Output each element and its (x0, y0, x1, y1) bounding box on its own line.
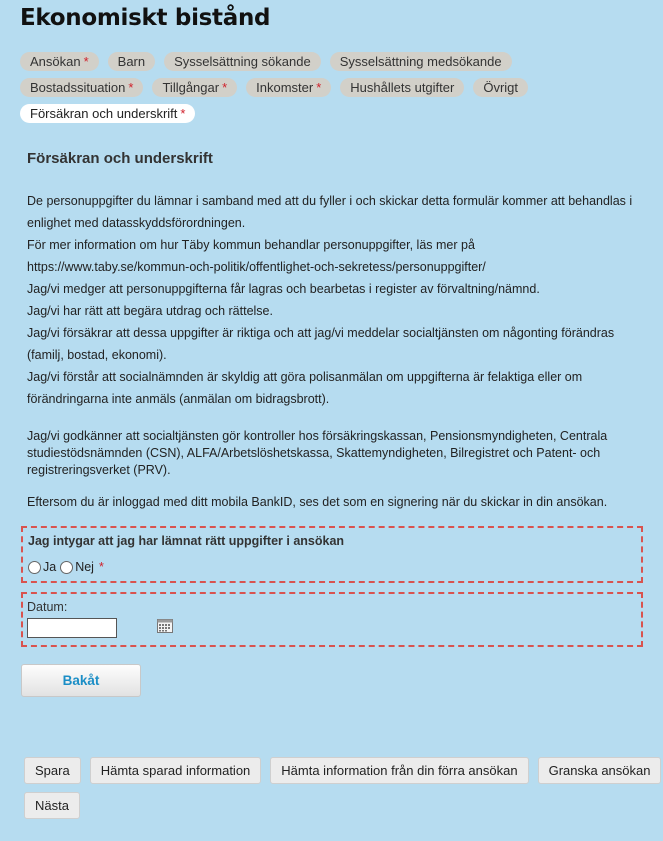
radio-yes[interactable] (28, 561, 41, 574)
bankid-text: Eftersom du är inloggad med ditt mobila BankID, ses det som en signering när du skickar in din ansökan. (27, 495, 608, 509)
section-title: Försäkran och underskrift (27, 150, 213, 167)
date-input[interactable] (27, 618, 117, 638)
required-marker: * (83, 54, 89, 69)
tab-sysselsattning-sokande[interactable] (164, 52, 321, 71)
required-marker: * (128, 80, 134, 95)
action-row-2 (24, 792, 654, 819)
radio-yes-label: Ja (43, 560, 57, 574)
date-box (21, 592, 643, 647)
consent-text: Jag/vi godkänner att socialtjänsten gör kontroller hos försäkringskassan, Pensionsmyndigheten, Centrala studiestödsnämnden (CSN), ALFA/Arbetslöshetskassa, Skattemyndigheten, Bilregistret och Patent- och registreringsverket (PRV). (27, 429, 608, 477)
required-marker: * (180, 106, 186, 121)
required-marker: * (98, 560, 104, 574)
required-marker: * (222, 80, 228, 95)
tab-bar (20, 52, 650, 130)
tab-tillgangar[interactable] (152, 78, 237, 97)
text-line: Jag/vi har rätt att begära utdrag och rättelse. (27, 304, 273, 318)
text-line: De personuppgifter du lämnar i samband med att du fyller i och skickar detta formulär kommer att behandlas i enlighet med datasskyddsförordningen. (27, 194, 633, 230)
calendar-icon[interactable] (157, 619, 173, 633)
attest-box (21, 526, 643, 583)
radio-no-label: Nej (75, 560, 94, 574)
tab-barn[interactable] (108, 52, 155, 71)
tab-label: Övrigt (483, 80, 519, 95)
attest-question: Jag intygar att jag har lämnat rätt uppgifter i ansökan (28, 534, 345, 548)
tab-row-3 (20, 104, 650, 123)
tab-label: Barn (117, 54, 146, 69)
text-line: Jag/vi förstår att socialnämnden är skyldig att göra polisanmälan om uppgifterna är felaktiga eller om förändringarna inte anmäls (anmälan om bidragsbrott). (27, 370, 583, 406)
radio-option-yes[interactable] (28, 560, 56, 574)
tab-label: Försäkran och underskrift (30, 106, 178, 121)
text-line: https://www.taby.se/kommun-och-politik/offentlighet-och-sekretess/personuppgifter/ (27, 260, 486, 274)
review-button[interactable]: Granska ansökan (538, 757, 662, 784)
fetch-previous-button[interactable]: Hämta information från din förra ansökan (270, 757, 528, 784)
tab-row-1 (20, 52, 650, 71)
next-button[interactable]: Nästa (24, 792, 80, 819)
back-button[interactable]: Bakåt (21, 664, 141, 697)
save-button[interactable]: Spara (24, 757, 81, 784)
action-row-1 (24, 757, 654, 784)
tab-label: Sysselsättning sökande (174, 54, 311, 69)
text-line: Jag/vi försäkrar att dessa uppgifter är riktiga och att jag/vi meddelar socialtjänsten om någonting förändras (familj, bostad, ekonomi). (27, 326, 615, 362)
tab-ovrigt[interactable] (473, 78, 528, 97)
tab-hushallets-utgifter[interactable] (340, 78, 464, 97)
date-label: Datum: (27, 600, 68, 614)
tab-forsakran-och-underskrift[interactable] (20, 104, 195, 123)
tab-inkomster[interactable] (246, 78, 331, 97)
tab-label: Hushållets utgifter (350, 80, 455, 95)
fetch-saved-button[interactable]: Hämta sparad information (90, 757, 262, 784)
tab-label: Tillgångar (162, 80, 220, 95)
text-line: Jag/vi medger att personuppgifterna får lagras och bearbetas i register av förvaltning/nämnd. (27, 282, 540, 296)
app-title: Ekonomiskt bistånd (20, 5, 271, 31)
action-bar (24, 757, 654, 827)
tab-label: Sysselsättning medsökande (339, 54, 502, 69)
radio-option-no[interactable] (60, 560, 94, 574)
text-line: För mer information om hur Täby kommun behandlar personuppgifter, läs mer på (27, 238, 475, 252)
tab-label: Bostadssituation (30, 80, 126, 95)
attest-radio-group (28, 560, 104, 574)
tab-label: Ansökan (30, 54, 81, 69)
radio-no[interactable] (60, 561, 73, 574)
tab-sysselsattning-medsokande[interactable] (330, 52, 512, 71)
tab-label: Inkomster (256, 80, 314, 95)
required-marker: * (316, 80, 322, 95)
tab-bostadssituation[interactable] (20, 78, 143, 97)
privacy-text (27, 190, 642, 410)
tab-ansokan[interactable] (20, 52, 99, 71)
tab-row-2 (20, 78, 650, 97)
